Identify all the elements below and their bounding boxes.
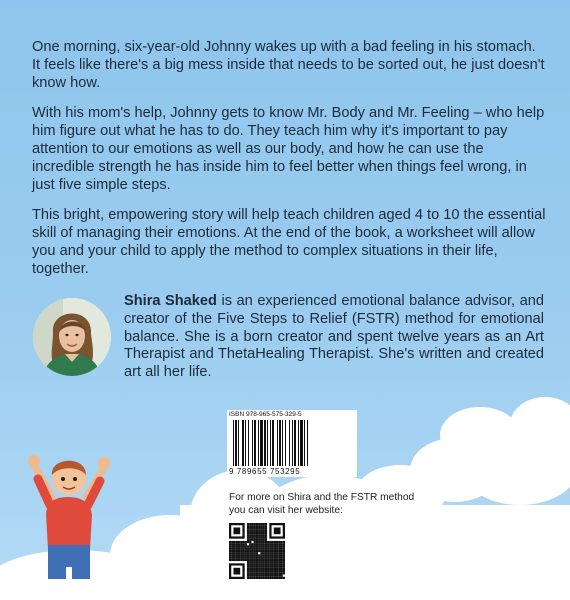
blurb-paragraph-1: One morning, six-year-old Johnny wakes up with a bad feeling in his stomach. It feels like there's a big mess inside that needs to be sorted out, he just doesn't know how. bbox=[32, 39, 545, 91]
website-note-line-1: For more on Shira and the FSTR method bbox=[229, 492, 415, 503]
boy-illustration bbox=[28, 445, 118, 585]
website-note-line-2: you can visit her website: bbox=[229, 504, 343, 516]
author-photo bbox=[33, 298, 111, 376]
author-bio bbox=[124, 293, 544, 382]
author-bio-text: is an experienced emotional balance advisor, and creator of the Five Steps to Relief (FSTR) method for emotional balance. She is a born creator and spent twelve years as an Art Therapist and ThetaHealing Therapist. She's written and created art all her life. bbox=[124, 293, 544, 381]
blurb-paragraph-3: This bright, empowering story will help teach children aged 4 to 10 the essential skill of managing their emotions. At the end of the book, a worksheet will allow you and your child to apply the method to complex situations in their life, together. bbox=[32, 207, 546, 277]
author-name: Shira Shaked bbox=[124, 293, 217, 309]
isbn-digits: 9 789655 753295 bbox=[229, 467, 301, 476]
blurb-paragraph-2: With his mom's help, Johnny gets to know Mr. Body and Mr. Feeling – who help him figure out what he has to do. They teach him why it's important to pay attention to our emotions as well as our body, and how he can use the incredible strength he has inside him to feel better when things feel wrong, in just five simple steps. bbox=[32, 105, 545, 193]
isbn-barcode bbox=[227, 410, 357, 477]
barcode-bars bbox=[231, 420, 353, 468]
isbn-label: ISBN 978-965-575-329-5 bbox=[229, 411, 302, 418]
website-note bbox=[229, 492, 429, 517]
qr-code bbox=[229, 523, 285, 579]
